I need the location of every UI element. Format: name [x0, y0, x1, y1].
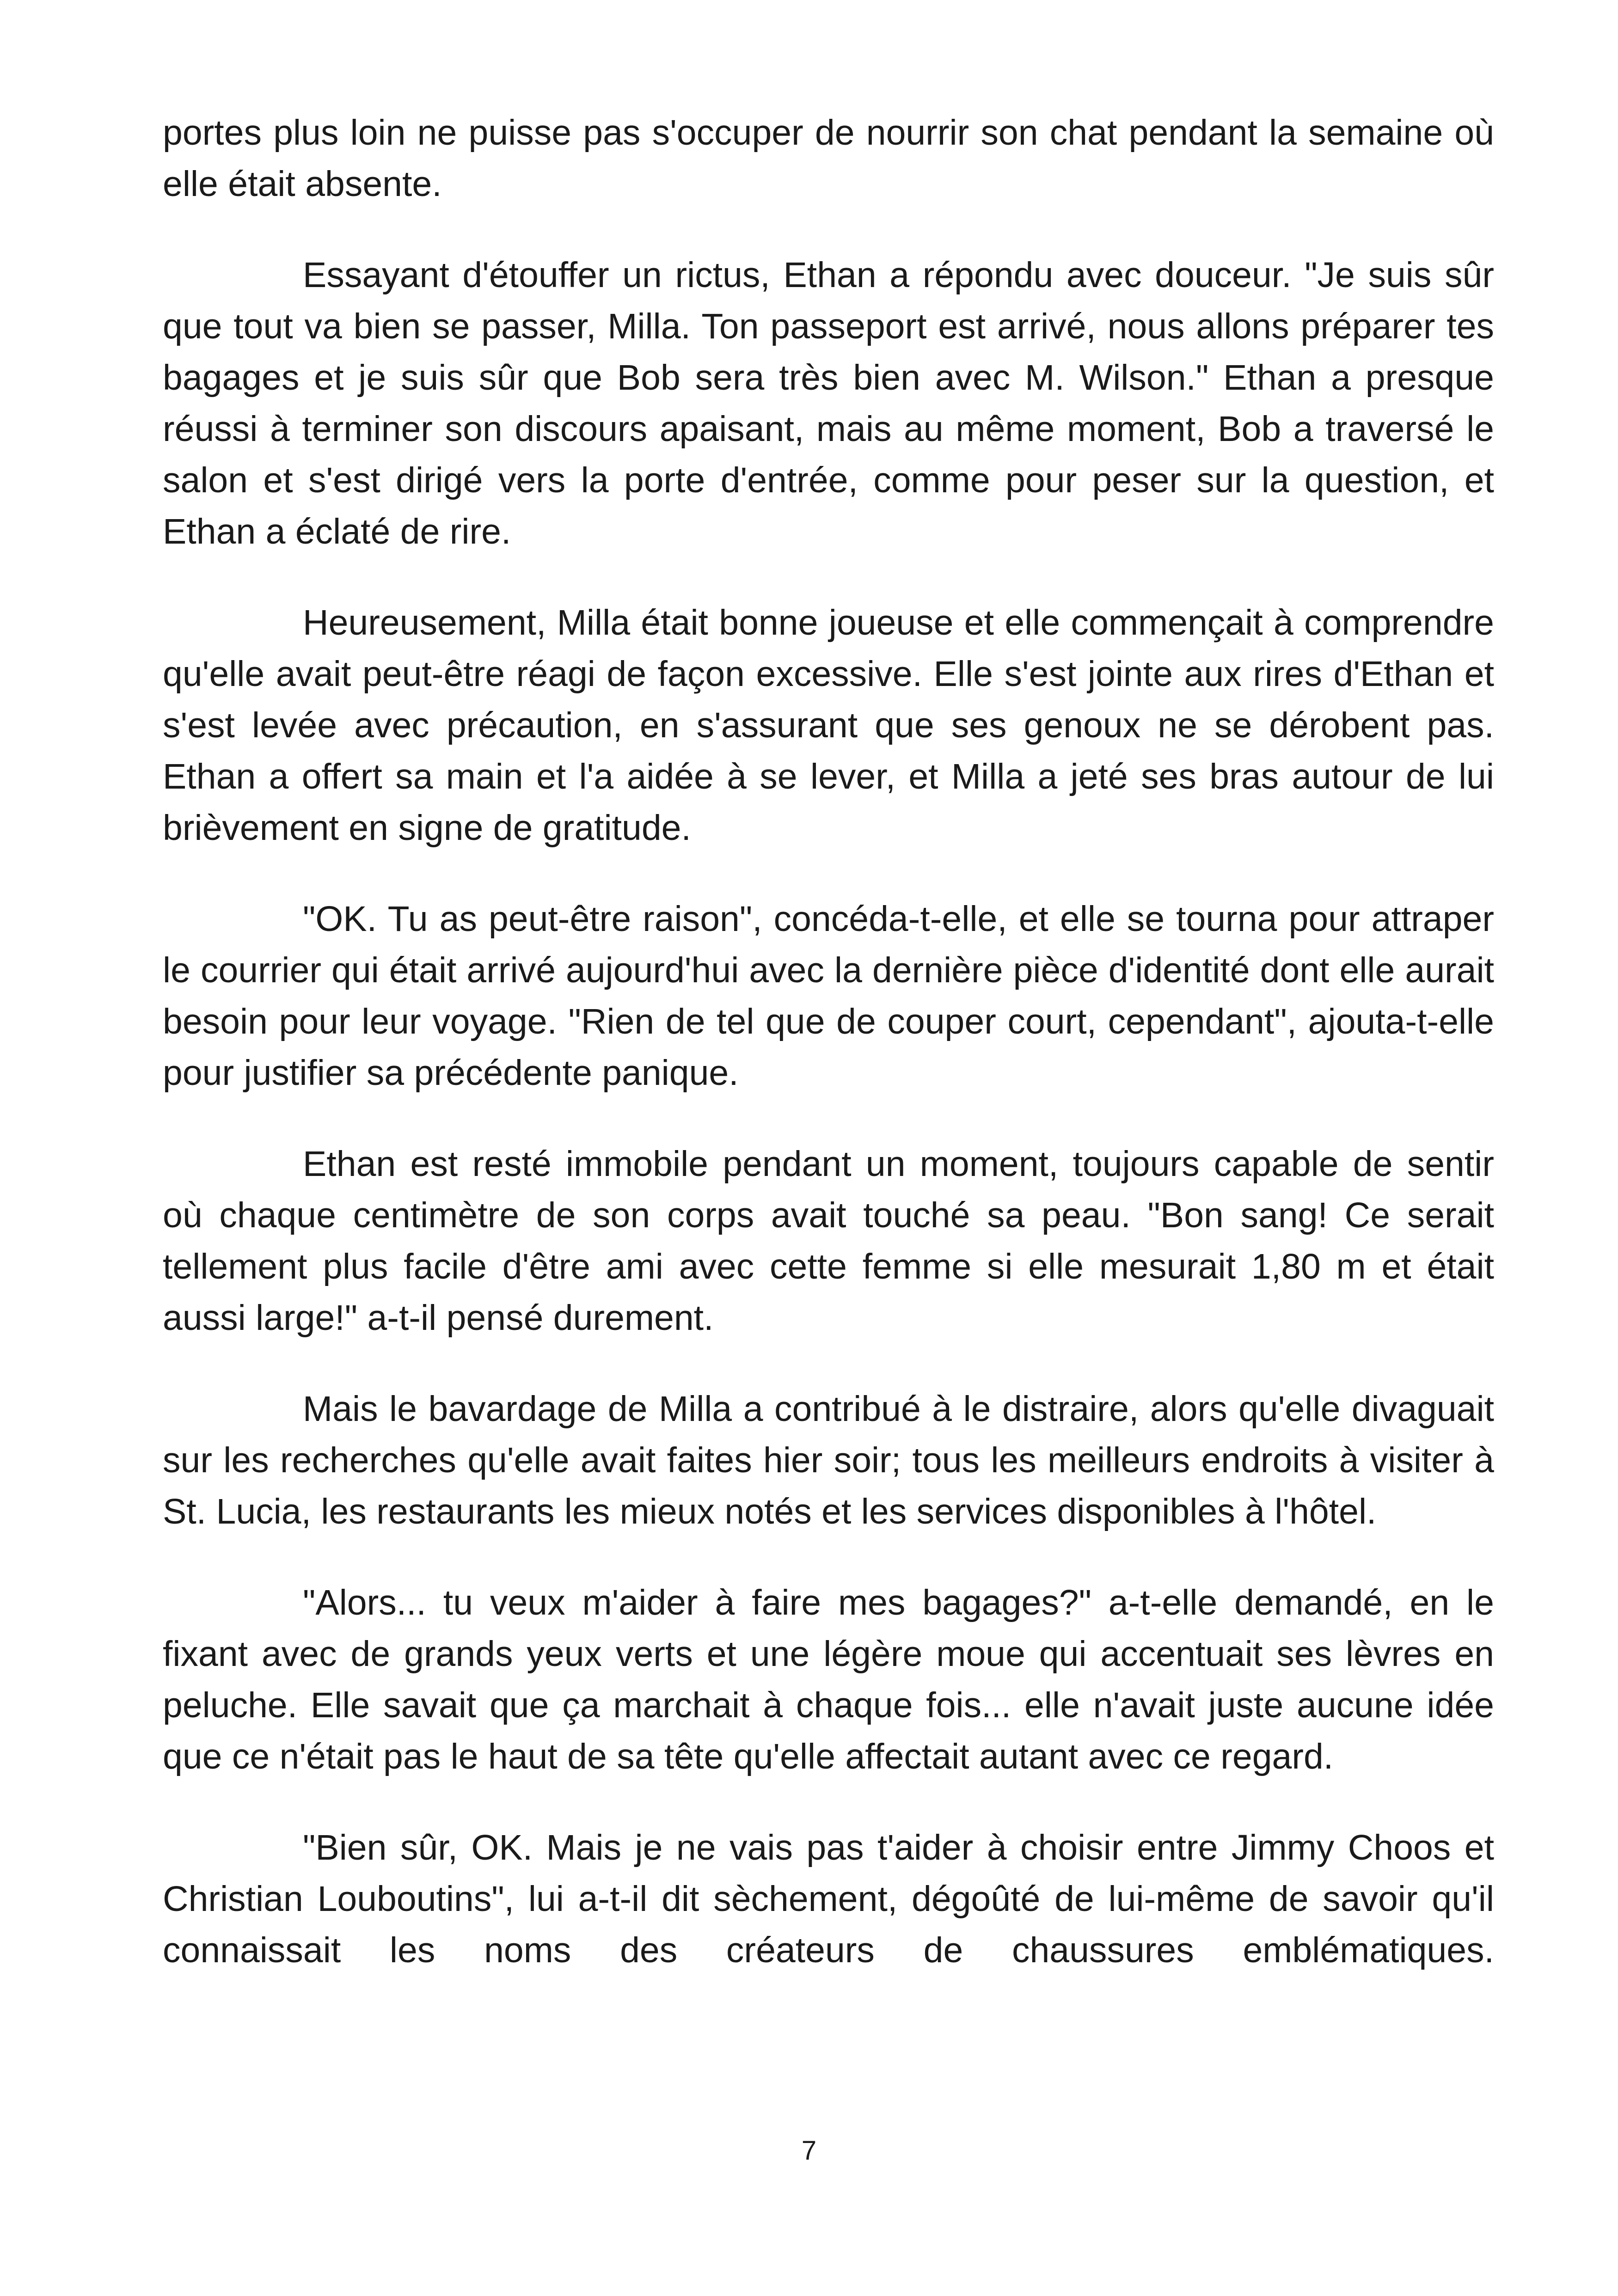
paragraph: "OK. Tu as peut-être raison", concéda-t-elle, et elle se tourna pour attraper le courrier qui était arrivé aujourd'hui avec la dernière pièce d'identité dont elle aurait besoin pour leur voyage. "Rien de tel que de couper court, cependant", ajouta-t-elle pour justifier sa précédente panique.: [163, 899, 1494, 1093]
page-number: 7: [801, 2136, 817, 2166]
paragraph-continuation: portes plus loin ne puisse pas s'occuper de nourrir son chat pendant la semaine où elle était absente.: [163, 113, 1494, 204]
paragraph: "Alors... tu veux m'aider à faire mes bagages?" a-t-elle demandé, en le fixant avec de grands yeux verts et une légère moue qui accentuait ses lèvres en peluche. Elle savait que ça marchait à chaque fois... elle n'avait juste aucune idée que ce n'était pas le haut de sa tête qu'elle affectait autant avec ce regard.: [163, 1583, 1494, 1776]
paragraph: Mais le bavardage de Milla a contribué à le distraire, alors qu'elle divaguait sur les recherches qu'elle avait faites hier soir; tous les meilleurs endroits à visiter à St. Lucia, les restaurants les mieux notés et les services disponibles à l'hôtel.: [163, 1389, 1494, 1531]
paragraph: Ethan est resté immobile pendant un moment, toujours capable de sentir où chaque centimètre de son corps avait touché sa peau. "Bon sang! Ce serait tellement plus facile d'être ami avec cette femme si elle mesurait 1,80 m et était aussi large!" a-t-il pensé durement.: [163, 1144, 1494, 1338]
paragraph: "Bien sûr, OK. Mais je ne vais pas t'aider à choisir entre Jimmy Choos et Christian Louboutins", lui a-t-il dit sèchement, dégoûté de lui-même de savoir qu'il connaissait les noms des créateurs de chaussures emblématiques.: [163, 1828, 1494, 1970]
paragraph: Heureusement, Milla était bonne joueuse et elle commençait à comprendre qu'elle avait peut-être réagi de façon excessive. Elle s'est jointe aux rires d'Ethan et s'est levée avec précaution, en s'assurant que ses genoux ne se dérobent pas. Ethan a offert sa main et l'a aidée à se lever, et Milla a jeté ses bras autour de lui brièvement en signe de gratitude.: [163, 603, 1494, 848]
paragraph: Essayant d'étouffer un rictus, Ethan a répondu avec douceur. "Je suis sûr que tout va bien se passer, Milla. Ton passeport est arrivé, nous allons préparer tes bagages et je suis sûr que Bob sera très bien avec M. Wilson." Ethan a presque réussi à terminer son discours apaisant, mais au même moment, Bob a traversé le salon et s'est dirigé vers la porte d'entrée, comme pour peser sur la question, et Ethan a éclaté de rire.: [163, 255, 1494, 551]
body-text: [163, 107, 1494, 2016]
